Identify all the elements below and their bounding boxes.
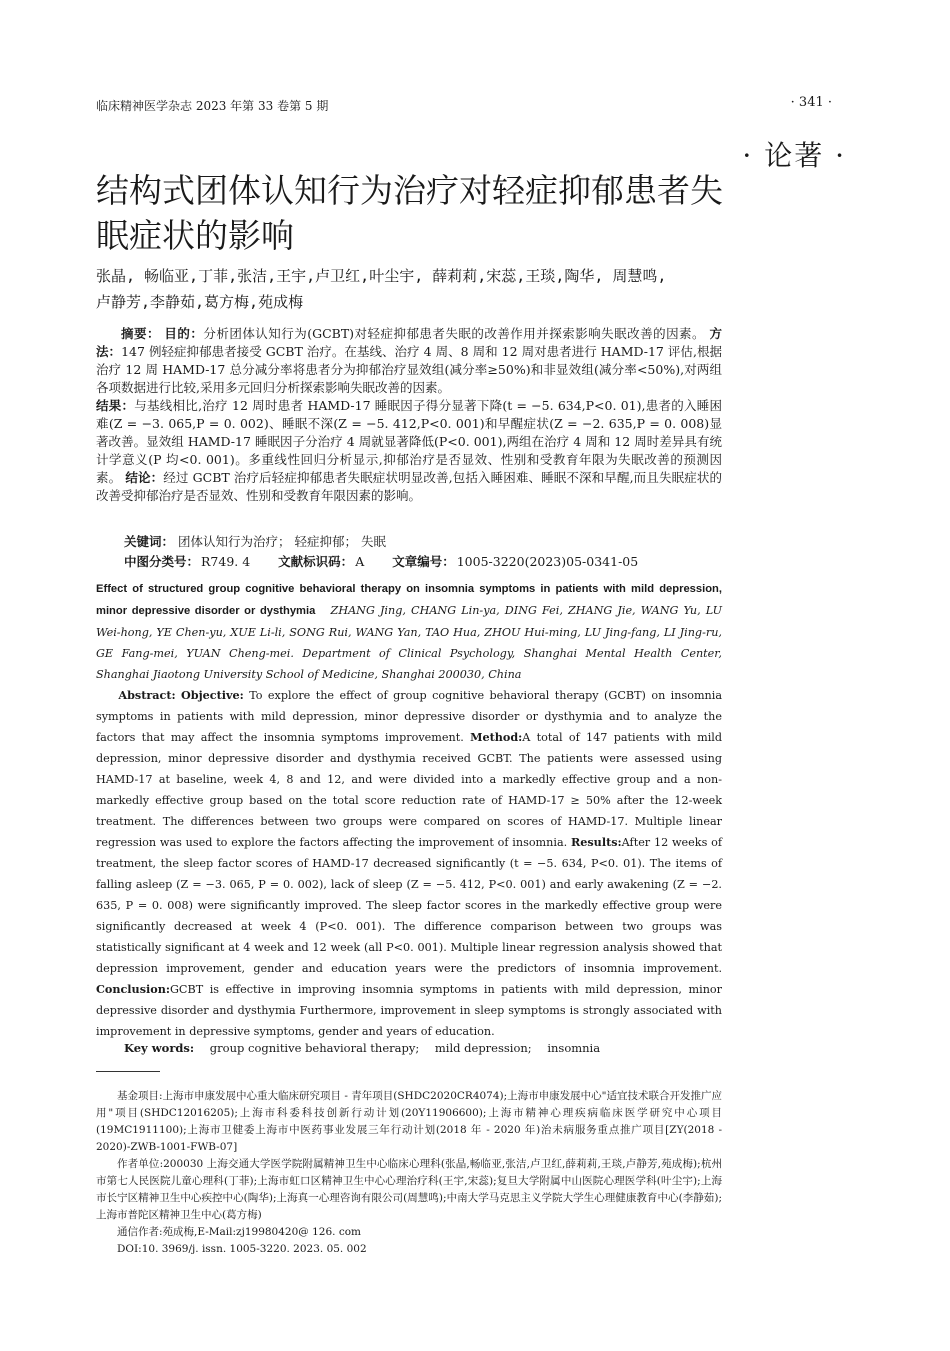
keyword-en-1: group cognitive behavioral therapy; bbox=[209, 1041, 420, 1055]
footnote-divider bbox=[96, 1071, 160, 1072]
page-number: · 341 · bbox=[790, 95, 832, 110]
method-en-label: Method: bbox=[470, 730, 523, 744]
method-en-text: A total of 147 patients with mild depression, minor depressive disorder and dysthymia received GCBT. The patients were assessed using HAMD-17 at baseline, week 4, 8 and 12, and were divided into a markedly effective group and a non-markedly effective group based on the total score reduction rate of HAMD-17 ≥ 50% after the 12-week treatment. The differences between two groups were compared on scores of HAMD-17. Multiple linear regression was used to explore the factors affecting the improvement of insomnia. bbox=[96, 731, 723, 849]
doi-note: DOI:10. 3969/j. issn. 1005-3220. 2023. 05. 002 bbox=[117, 1243, 367, 1255]
section-label: · 论著 · bbox=[742, 139, 846, 172]
abstract-cn-label: 摘要： bbox=[121, 326, 160, 341]
conclusion-en-label: Conclusion: bbox=[96, 982, 170, 996]
keywords-cn-terms: 团体认知行为治疗； 轻症抑郁； 失眠 bbox=[178, 534, 386, 549]
article-no-value: 1005-3220(2023)05-0341-05 bbox=[456, 554, 639, 569]
objective-cn-text: 分析团体认知行为(GCBT)对轻症抑郁患者失眠的改善作用并探索影响失眠改善的因素。 bbox=[203, 326, 706, 341]
doc-code-label: 文献标识码： bbox=[278, 554, 354, 569]
clc-label: 中图分类号： bbox=[124, 554, 200, 569]
results-cn-text: 与基线相比,治疗 12 周时患者 HAMD-17 睡眠因子得分显著下降(t = −5. 634,P<0. 01),患者的入睡困难(Z = −3. 065,P = 0. 002)、睡眠不深(Z = −5. 412,P<0. 001)和早醒症状(Z = −2. 635,P = 0. 008)显著改善。显效组 HAMD-17 睡眠因子分治疗 4 周就显著降低(P<0. 001),两组在治疗 4 周和 12 周时差异具有统计学意义(P 均<0. 001)。多重线性回归分析显示,抑郁治疗是否显效、性别和受教育年限为失眠改善的预测因素。 bbox=[96, 398, 722, 485]
author-list bbox=[96, 263, 836, 315]
conclusion-en-text: GCBT is effective in improving insomnia symptoms in patients with mild depression, minor depressive disorder and dysthymia Furthermore, improvement in sleep symptoms is strongly associated with improvement in depressive symptoms, gender and years of education. bbox=[96, 983, 722, 1038]
corresponding-author-note: 通信作者:苑成梅,E-Mail:zj19980420@ 126. com bbox=[117, 1226, 361, 1238]
clc-value: R749. 4 bbox=[201, 554, 251, 569]
keyword-en-2: mild depression; bbox=[434, 1041, 532, 1055]
english-title: Effect of structured group cognitive behavioral therapy on insomnia symptoms in patients with mild depression, minor depressive disorder or dysthymia bbox=[96, 583, 722, 617]
keywords-en-label: Key words: bbox=[124, 1041, 195, 1055]
doc-code-value: A bbox=[355, 554, 365, 569]
method-cn-label: 方法： bbox=[96, 326, 722, 359]
footnotes bbox=[96, 1088, 722, 1258]
results-en-label: Results: bbox=[570, 835, 622, 849]
objective-en-text: To explore the effect of group cognitive behavioral therapy (GCBT) on insomnia symptoms in patients with mild depression, minor depressive disorder or dysthymia and to analyze the factors that may affect the insomnia symptoms improvement. bbox=[96, 689, 723, 744]
author-line-1: 张晶, 畅临亚,丁菲,张洁,王宇,卢卫红,叶尘宇, 薛莉莉,宋蕊,王琰,陶华, 周慧鸣, bbox=[96, 267, 667, 285]
results-en-text: After 12 weeks of treatment, the sleep factor scores of HAMD-17 decreased significantly (t = −5. 634, P<0. 01). The items of falling asleep (Z = −3. 065, P = 0. 002), lack of sleep (Z = −5. 412, P<0. 001) and early awakening (Z = −2. 635, P = 0. 008) were significantly improved. The sleep factor scores in the markedly effective group were significantly decreased at week 4 (P<0. 001). The difference comparison between two groups was statistically significant at 4 week and 12 week (all P<0. 001). Multiple linear regression analysis showed that depression improvement, gender and education years were the predictors of insomnia improvement. bbox=[96, 836, 722, 975]
keywords-cn-label: 关键词： bbox=[124, 534, 175, 549]
conclusion-cn-label: 结论： bbox=[125, 470, 164, 485]
english-affiliation: Department of Clinical Psychology, Shanghai Mental Health Center, Shanghai Jiaotong University School of Medicine, Shanghai 200030, China bbox=[96, 647, 722, 681]
classification-line bbox=[124, 552, 644, 570]
method-cn-text: 147 例轻症抑郁患者接受 GCBT 治疗。在基线、治疗 4 周、8 周和 12 周对患者进行 HAMD-17 评估,根据治疗 12 周 HAMD-17 总分减分率将患者分为抑郁治疗显效组(减分率≥50%)和非显效组(减分率<50%),对两组各项数据进行比较,采用多元回归分析探索影响失眠改善的因素。 bbox=[96, 344, 722, 395]
chinese-abstract bbox=[96, 325, 722, 505]
article-no-label: 文章编号： bbox=[392, 554, 455, 569]
keyword-en-3: insomnia bbox=[547, 1041, 601, 1055]
objective-cn-label: 目的： bbox=[164, 326, 204, 341]
journal-running-head: 临床精神医学杂志 2023 年第 33 卷第 5 期 bbox=[96, 99, 329, 113]
conclusion-cn-text: 经过 GCBT 治疗后轻症抑郁患者失眠症状明显改善,包括入睡困难、睡眠不深和早醒,而且失眠症状的改善受抑郁治疗是否显效、性别和受教育年限因素的影响。 bbox=[96, 470, 722, 503]
author-line-2: 卢静芳,李静茹,葛方梅,苑成梅 bbox=[96, 293, 304, 311]
english-authors: ZHANG Jing, CHANG Lin-ya, DING Fei, ZHANG Jie, WANG Yu, LU Wei-hong, YE Chen-yu, XUE Li-li, SONG Rui, WANG Yan, TAO Hua, ZHOU Hui-ming, LU Jing-fang, LI Jing-ru, GE Fang-mei, YUAN Cheng-mei. bbox=[96, 604, 722, 660]
keywords-en bbox=[124, 1041, 600, 1055]
keywords-cn bbox=[124, 532, 386, 550]
english-abstract bbox=[96, 578, 722, 1042]
objective-en-label: Objective: bbox=[181, 688, 244, 702]
affiliation-note: 作者单位:200030 上海交通大学医学院附属精神卫生中心临床心理科(张晶,畅临亚,张洁,卢卫红,薛莉莉,王琰,卢静芳,苑成梅);杭州市第七人民医院儿童心理科(丁菲);上海市虹口区精神卫生中心心理治疗科(王宇,宋蕊);复旦大学附属中山医院心理医学科(叶尘宇);上海市长宁区精神卫生中心疾控中心(陶华);上海真一心理咨询有限公司(周慧鸣);中南大学马克思主义学院大学生心理健康教育中心(李静茹);上海市普陀区精神卫生中心(葛方梅) bbox=[96, 1158, 722, 1221]
abstract-en-label: Abstract: bbox=[118, 688, 176, 702]
funding-note: 基金项目:上海市申康发展中心重大临床研究项目 - 青年项目(SHDC2020CR4074);上海市申康发展中心"适宜技术联合开发推广应用"项目(SHDC12016205);上海市科委科技创新行动计划(20Y11906600);上海市精神心理疾病临床医学研究中心项目(19MC1911100);上海市卫健委上海市中医药事业发展三年行动计划(2018 年 - 2020 年)治未病服务重点推广项目[ZY(2018 - 2020)-ZWB-1001-FWB-07] bbox=[96, 1090, 723, 1153]
article-title: 结构式团体认知行为治疗对轻症抑郁患者失眠症状的影响 bbox=[96, 171, 723, 255]
results-cn-label: 结果： bbox=[96, 398, 135, 413]
